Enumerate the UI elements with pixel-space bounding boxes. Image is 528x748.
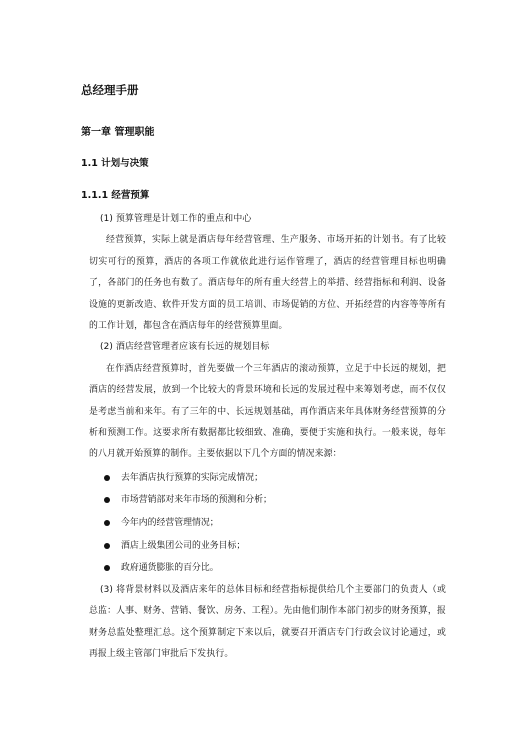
body-paragraph-1: 经营预算，实际上就是酒店每年经营管理、生产服务、市场开拓的计划书。有了比较切实可行的预算，酒店的各项工作就依此进行运作管理了，酒店的经营管理目标也明确了，各部门的任务也有数了。酒店每年的所有重大经营上的举措、经营指标和利润、设备设施的更新改造、软件开发方面的员工培训、市场促销的方位、开拓经营的内容等等所有的工作计划，都包含在酒店每年的经营预算里面。 <box>89 235 446 332</box>
bullet-dot-icon <box>104 543 110 549</box>
bullet-item <box>89 467 446 490</box>
bullet-item <box>89 489 446 512</box>
item-heading-2: (2) 酒店经营管理者应该有长远的规划目标 <box>100 342 270 353</box>
bullet-item <box>89 535 446 558</box>
bullet-text: 今年内的经营管理情况； <box>121 518 219 529</box>
bullet-text: 市场营销部对来年市场的预测和分析； <box>121 495 272 506</box>
bullet-item <box>89 557 446 580</box>
bullet-text: 酒店上级集团公司的业务目标； <box>121 540 246 551</box>
document-body <box>89 209 446 665</box>
closing-paragraph: (3) 将背景材料以及酒店来年的总体目标和经营指标提供给几个主要部门的负责人（或总监：人事、财务、营销、餐饮、房务、工程）。先由他们制作本部门初步的财务预算，报财务总监处整理汇总。这个预算制定下来以后，就要召开酒店专门行政会议讨论通过，或再报上级主管部门审批后下发执行。 <box>89 584 446 660</box>
chapter-heading: 第一章 管理职能 <box>81 127 155 138</box>
document-title: 总经理手册 <box>81 83 139 97</box>
body-paragraph-2: 在作酒店经营预算时，首先要做一个三年酒店的滚动预算，立足于中长远的规划，把酒店的经营发展，放到一个比较大的背景环境和长远的发展过程中来筹划考虑，而不仅仅是考虑当前和来年。有了三年的中、长远规划基础，再作酒店来年具体财务经营预算的分析和预测工作。这要求所有数据都比较细致、准确，要便于实施和执行。一般来说，每年的八月就开始预算的制作。主要依据以下几个方面的情况来源： <box>89 363 446 460</box>
bullet-text: 去年酒店执行预算的实际完成情况； <box>121 472 263 483</box>
bullet-dot-icon <box>104 497 110 503</box>
bullet-item <box>89 512 446 535</box>
item-heading-1: (1) 预算管理是计划工作的重点和中心 <box>100 214 252 224</box>
subsection-heading: 1.1.1 经营预算 <box>81 190 150 201</box>
section-heading: 1.1 计划与决策 <box>81 158 149 169</box>
bullet-dot-icon <box>104 565 110 571</box>
bullet-dot-icon <box>104 520 110 526</box>
bullet-dot-icon <box>104 475 110 481</box>
bullet-list <box>89 467 446 580</box>
bullet-text: 政府通货膨胀的百分比。 <box>121 563 219 574</box>
